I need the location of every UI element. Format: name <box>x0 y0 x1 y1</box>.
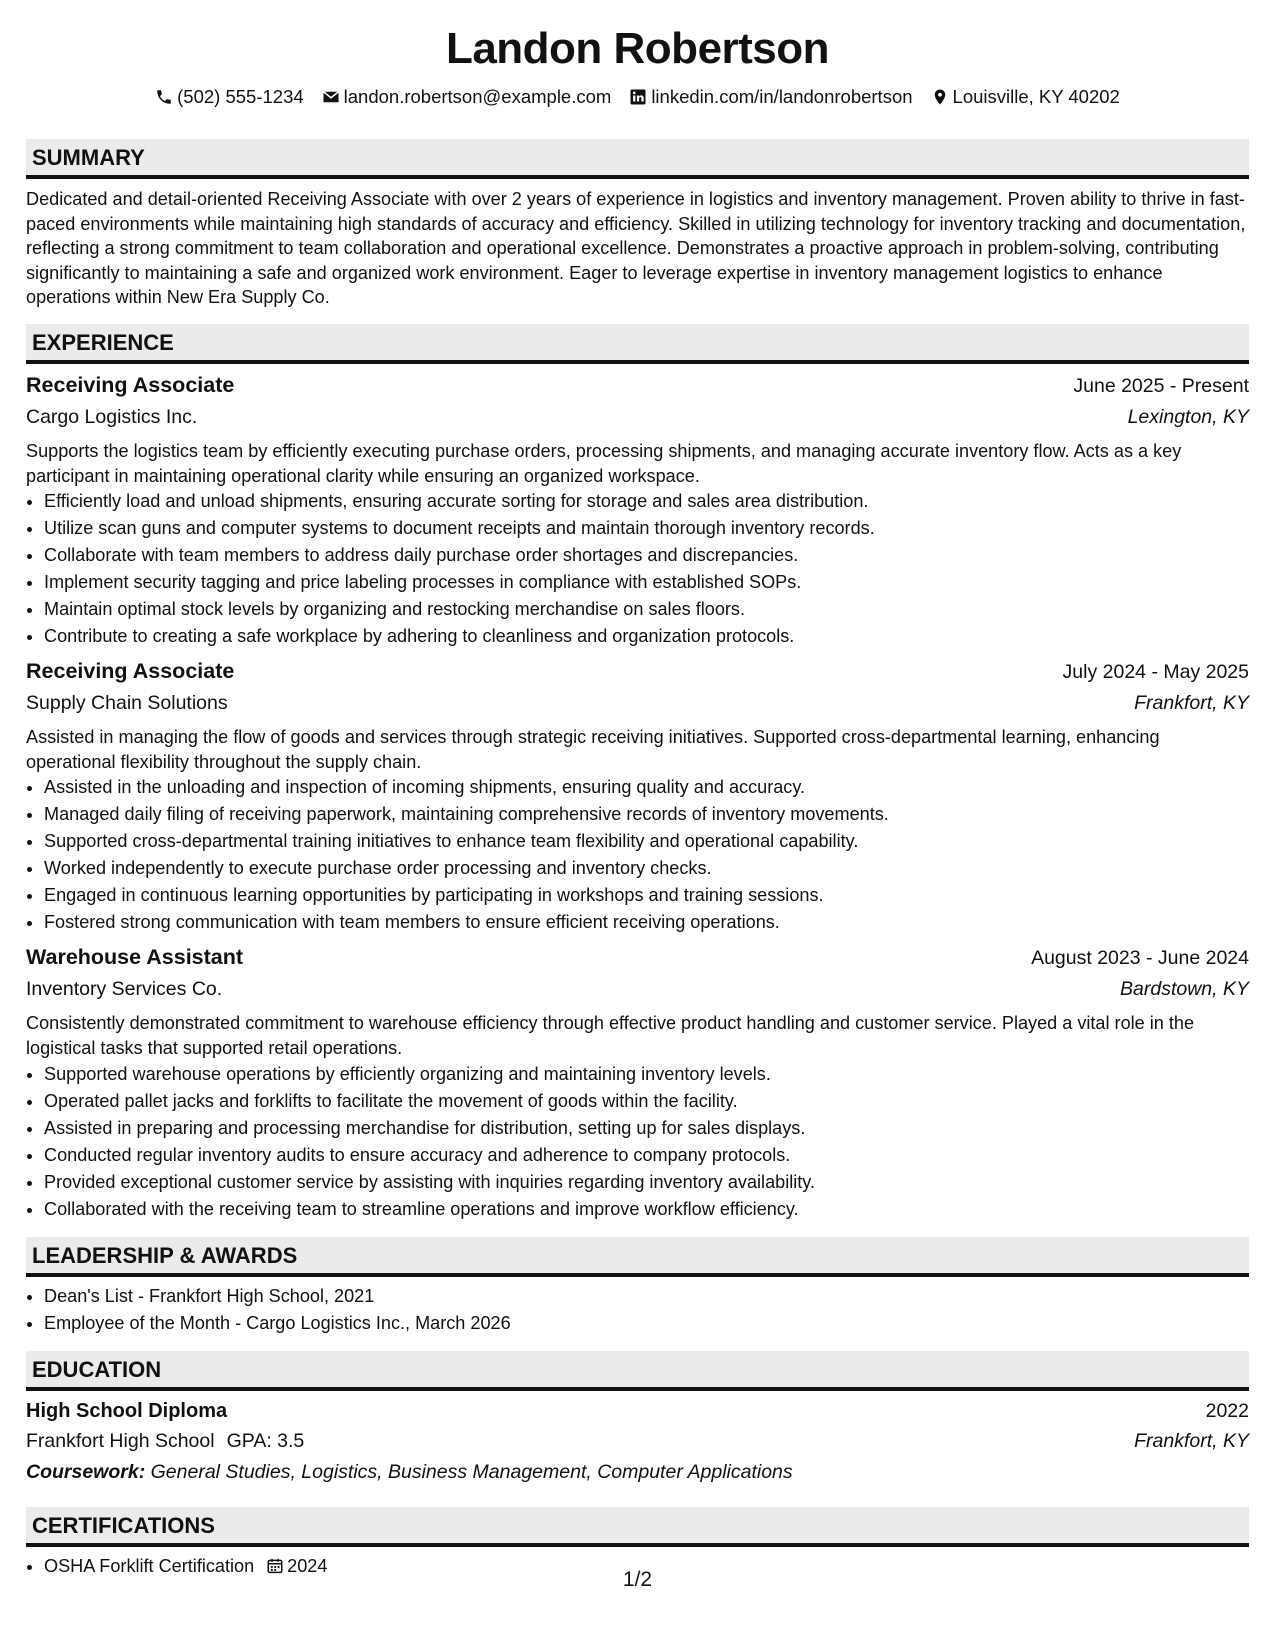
gpa: GPA: 3.5 <box>226 1429 305 1452</box>
list-item: • Efficiently load and unload shipments, ensuring accurate sorting for storage and sales area distribution. <box>44 488 1249 515</box>
list-item: • Provided exceptional customer service by assisting with inquiries regarding inventory availability. <box>44 1169 1249 1196</box>
list-item: • Worked independently to execute purchase order processing and inventory checks. <box>44 855 1249 882</box>
job-dates: August 2023 - June 2024 <box>1031 947 1249 970</box>
linkedin-icon <box>629 88 647 106</box>
degree-title: High School Diploma <box>26 1399 228 1422</box>
job-description: Supports the logistics team by efficiently executing purchase orders, processing shipments, and managing accurate inventory flow. Acts as a key participant in maintaining operational clarity while ensuring an organized workspace. <box>26 440 1182 486</box>
job-bullets <box>26 488 1249 650</box>
certifications-heading: CERTIFICATIONS <box>26 1507 1249 1547</box>
job-title: Warehouse Assistant <box>26 945 244 970</box>
email-text: landon.robertson@example.com <box>343 86 612 107</box>
map-marker-icon <box>931 88 949 106</box>
resume-header <box>26 22 1249 110</box>
list-item: • Employee of the Month - Cargo Logistics Inc., March 2026 <box>44 1310 1249 1337</box>
list-item: • Conducted regular inventory audits to ensure accuracy and adherence to company protocols. <box>44 1142 1249 1169</box>
list-item: • Contribute to creating a safe workplace by adhering to cleanliness and organization protocols. <box>44 623 1249 650</box>
job-dates: July 2024 - May 2025 <box>1062 661 1249 684</box>
page-number: 1/2 <box>622 1568 653 1591</box>
job-title: Receiving Associate <box>26 372 235 397</box>
list-item: • Maintain optimal stock levels by organizing and restocking merchandise on sales floors. <box>44 596 1249 623</box>
contact-bar <box>26 84 1249 110</box>
job-title: Receiving Associate <box>26 659 235 684</box>
job-company: Cargo Logistics Inc. <box>26 405 198 428</box>
school-line <box>26 1426 304 1457</box>
contact-phone[interactable] <box>155 84 304 110</box>
experience-heading: EXPERIENCE <box>26 324 1249 364</box>
graduation-year: 2022 <box>1205 1399 1249 1422</box>
list-item: • Assisted in the unloading and inspection of incoming shipments, ensuring quality and accuracy. <box>44 774 1249 801</box>
list-item: • Utilize scan guns and computer systems to document receipts and maintain thorough inventory records. <box>44 515 1249 542</box>
awards-list <box>26 1283 1249 1337</box>
phone-text: (502) 555-1234 <box>177 86 304 107</box>
job-location: Bardstown, KY <box>1120 978 1249 1001</box>
certification-name: • OSHA Forklift Certification <box>44 1555 255 1576</box>
list-item: • Engaged in continuous learning opportunities by participating in workshops and training sessions. <box>44 882 1249 909</box>
coursework-text: General Studies, Logistics, Business Management, Computer Applications <box>150 1460 793 1483</box>
job-location: Frankfort, KY <box>1134 692 1249 715</box>
summary-heading: SUMMARY <box>26 139 1249 179</box>
education-heading: EDUCATION <box>26 1351 1249 1391</box>
envelope-icon <box>322 88 340 106</box>
linkedin-text: linkedin.com/in/landonrobertson <box>651 86 913 107</box>
list-item: • Managed daily filing of receiving paperwork, maintaining comprehensive records of inventory movements. <box>44 801 1249 828</box>
list-item: • Operated pallet jacks and forklifts to facilitate the movement of goods within the facility. <box>44 1088 1249 1115</box>
summary-text: Dedicated and detail-oriented Receiving Associate with over 2 years of experience in logistics and inventory management. Proven ability to thrive in fast-paced environments while maintaining high standards of accuracy and efficiency. Skilled in utilizing technology for inventory tracking and documentation, reflecting a strong commitment to team collaboration and operational excellence. Demonstrates a proactive approach in problem-solving, contributing significantly to maintaining a safe and organized work environment. Eager to leverage expertise in inventory management logistics to enhance operations within New Era Supply Co. <box>26 189 1246 308</box>
list-item: • Fostered strong communication with team members to ensure efficient receiving operations. <box>44 909 1249 936</box>
job-entry <box>26 942 1249 1222</box>
awards-heading: LEADERSHIP & AWARDS <box>26 1237 1249 1277</box>
school-location: Frankfort, KY <box>1134 1429 1249 1452</box>
job-company: Inventory Services Co. <box>26 978 223 1001</box>
list-item: • Collaborate with team members to address daily purchase order shortages and discrepancies. <box>44 542 1249 569</box>
job-dates: June 2025 - Present <box>1073 374 1249 397</box>
job-entry <box>26 370 1249 650</box>
coursework-label: Coursework: <box>26 1460 146 1483</box>
list-item: • Dean's List - Frankfort High School, 2021 <box>44 1283 1249 1310</box>
list-item: • Implement security tagging and price labeling processes in compliance with established SOPs. <box>44 569 1249 596</box>
location-text: Louisville, KY 40202 <box>952 86 1120 107</box>
phone-icon <box>155 88 173 106</box>
job-bullets <box>26 1061 1249 1223</box>
job-description: Consistently demonstrated commitment to warehouse efficiency through effective product handling and customer service. Played a vital role in the logistical tasks that supported retail operations. <box>26 1013 1195 1058</box>
list-item: • Collaborated with the receiving team to streamline operations and improve workflow efficiency. <box>44 1196 1249 1223</box>
contact-location <box>931 84 1120 110</box>
list-item: • Supported warehouse operations by efficiently organizing and maintaining inventory levels. <box>44 1061 1249 1088</box>
candidate-name: Landon Robertson <box>445 24 830 73</box>
resume-page <box>26 0 1249 1580</box>
job-company: Supply Chain Solutions <box>26 692 228 715</box>
education-entry <box>26 1397 1249 1487</box>
job-location: Lexington, KY <box>1127 405 1249 428</box>
job-description: Assisted in managing the flow of goods and services through strategic receiving initiatives. Supported cross-departmental learning, enhancing operational flexibility throughout the supply chain. <box>26 727 1160 772</box>
job-bullets <box>26 774 1249 936</box>
job-entry <box>26 656 1249 936</box>
list-item: • Assisted in preparing and processing merchandise for distribution, setting up for sales displays. <box>44 1115 1249 1142</box>
list-item: • Supported cross-departmental training initiatives to enhance team flexibility and operational capability. <box>44 828 1249 855</box>
school-name: Frankfort High School <box>26 1429 215 1452</box>
contact-linkedin[interactable] <box>629 84 912 110</box>
certification-year: 2024 <box>287 1555 328 1576</box>
coursework <box>26 1457 1249 1487</box>
contact-email[interactable] <box>322 84 612 110</box>
